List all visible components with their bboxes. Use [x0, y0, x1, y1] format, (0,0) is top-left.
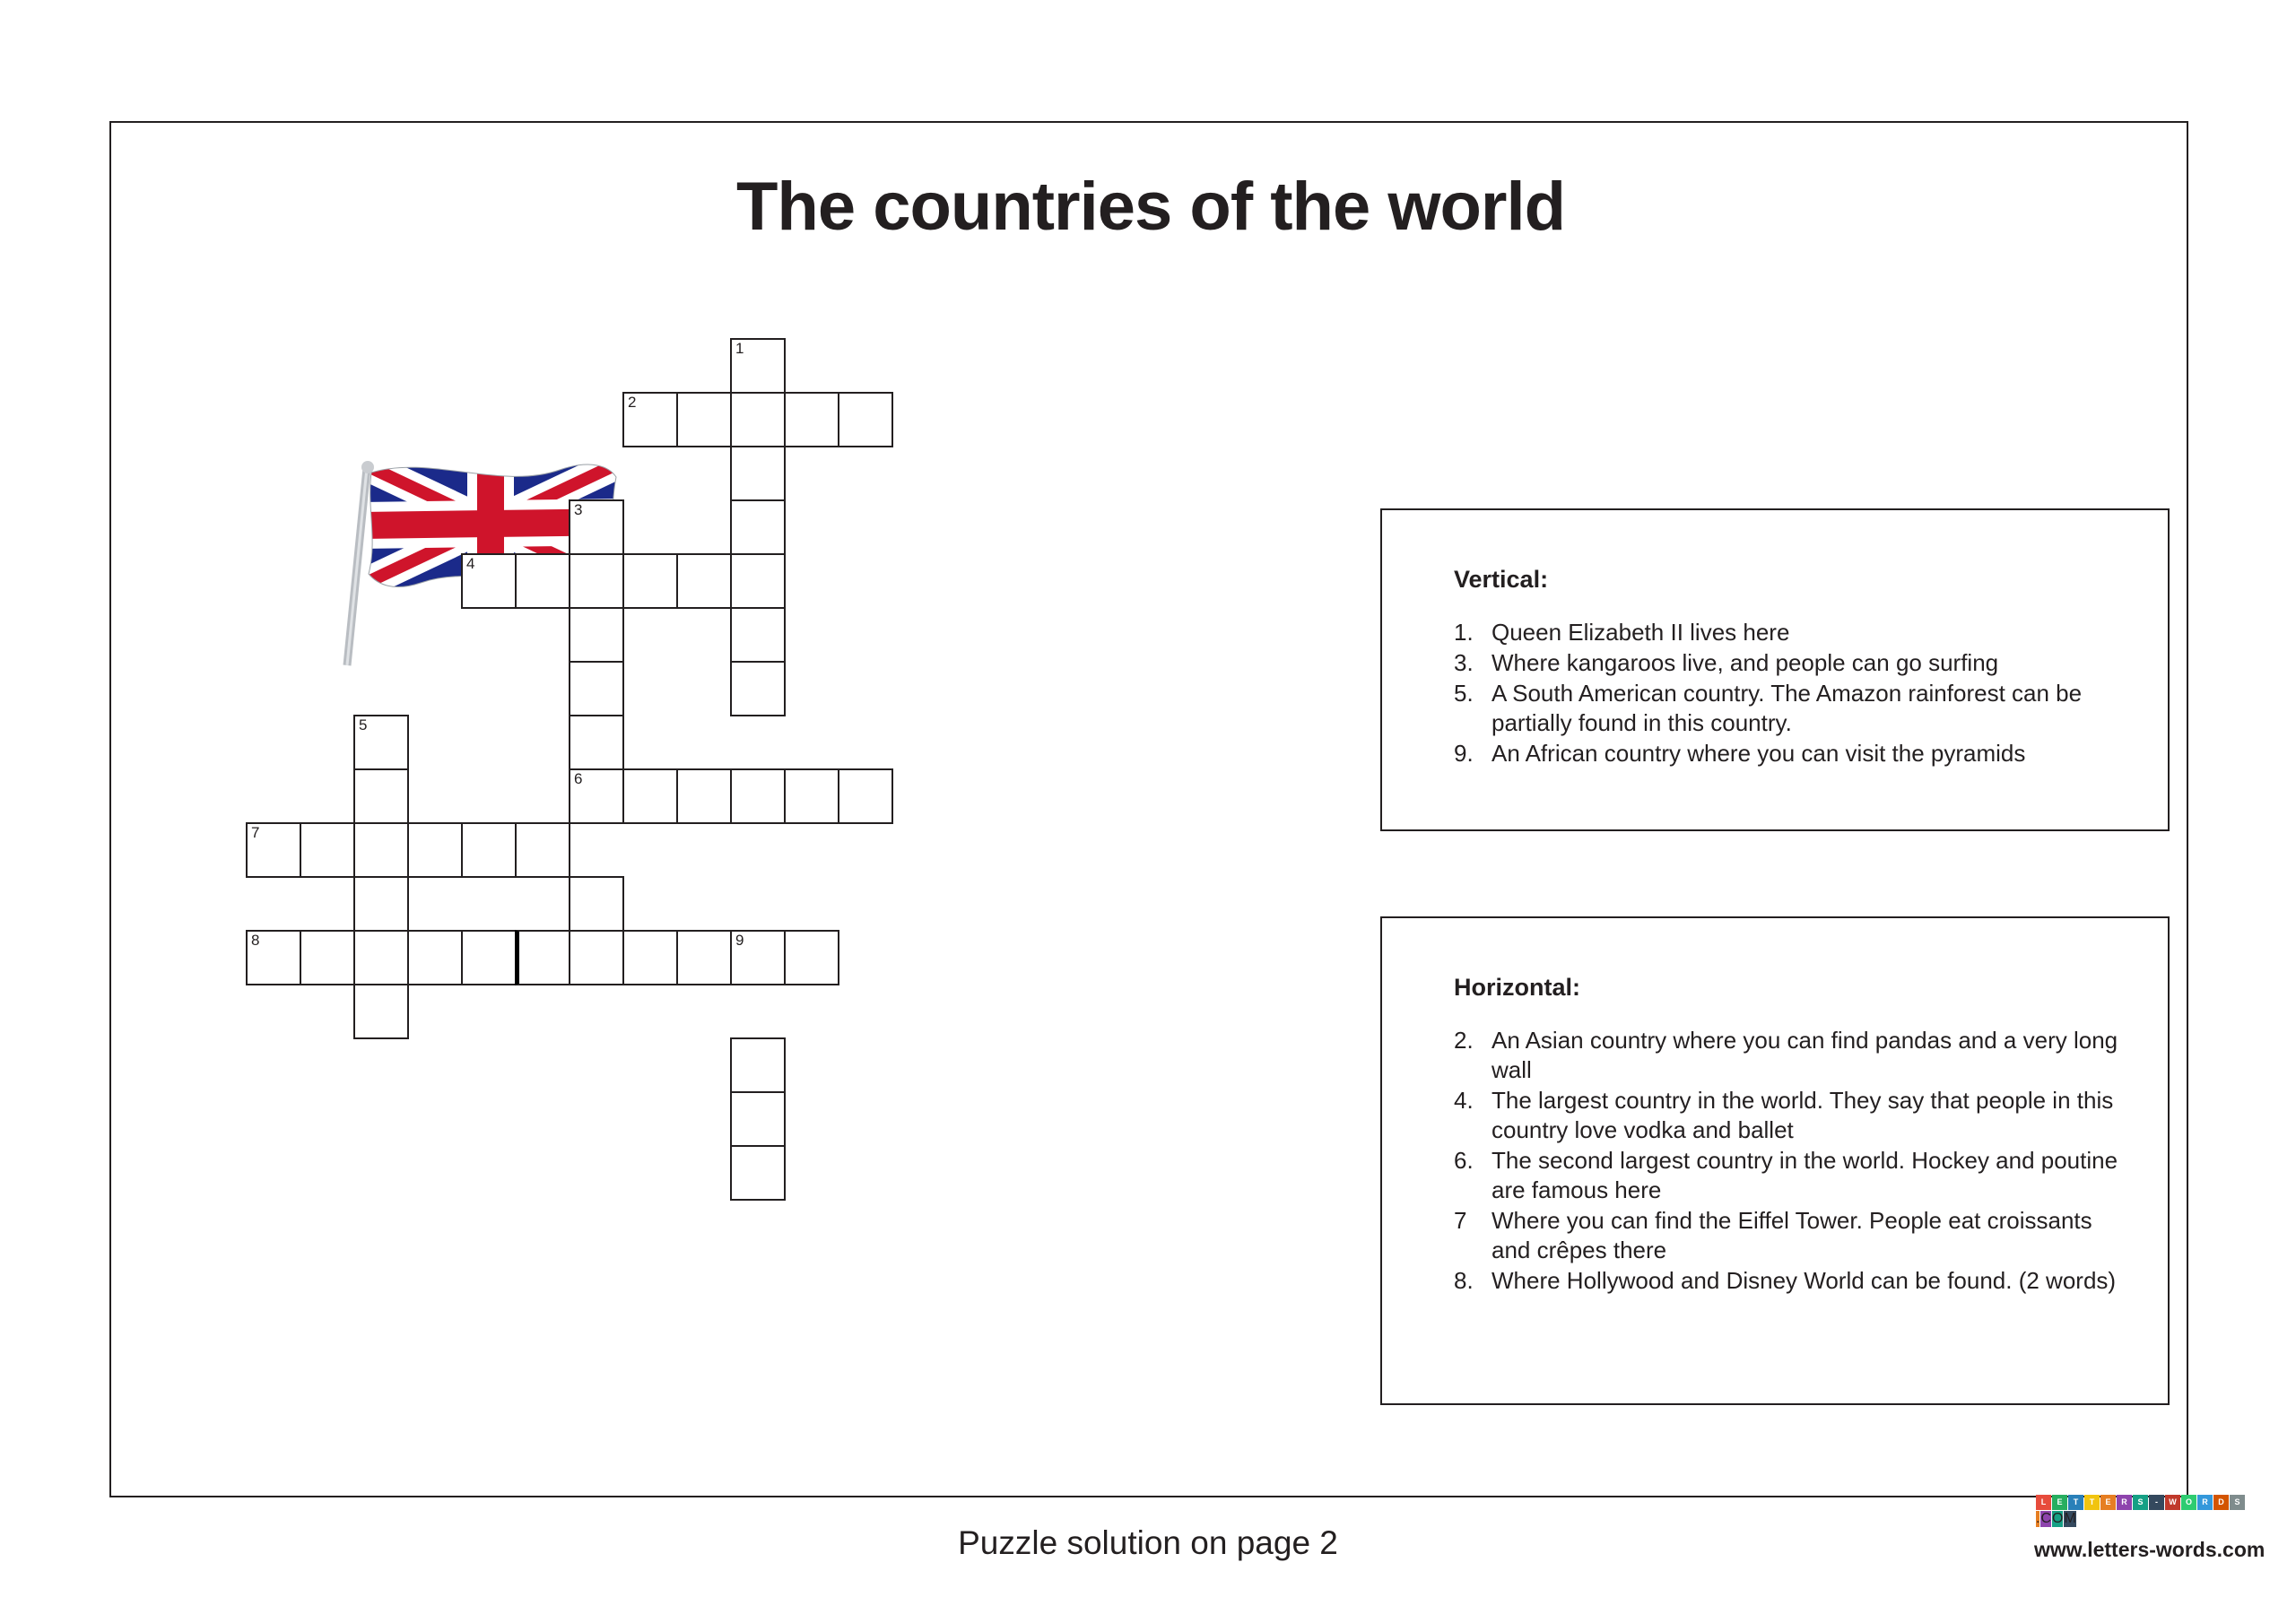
site-url[interactable]: www.letters-words.com: [2034, 1538, 2266, 1561]
crossword-cell[interactable]: [569, 499, 624, 555]
crossword-cell[interactable]: [676, 553, 732, 609]
crossword-cell-number: 4: [466, 555, 475, 572]
clue-number: 9.: [1454, 740, 1474, 767]
crossword-cell[interactable]: [300, 822, 355, 878]
crossword-cell[interactable]: [300, 930, 355, 985]
crossword-cell-number: 1: [735, 340, 744, 357]
crossword-cell[interactable]: [461, 930, 517, 985]
logo-tile: S: [2230, 1495, 2245, 1510]
clue-item: [1454, 1086, 2135, 1145]
logo-tile: R: [2197, 1495, 2213, 1510]
crossword-cell-number: 7: [251, 824, 260, 841]
logo-tile: T: [2084, 1495, 2100, 1510]
crossword-cell[interactable]: [730, 1145, 786, 1201]
horizontal-clues-box: [1380, 916, 2170, 1405]
logo-tile: D: [2213, 1495, 2229, 1510]
clue-item: [1454, 648, 2135, 678]
clue-text: Where Hollywood and Disney World can be found. (2 words): [1492, 1267, 2117, 1294]
clue-item: [1454, 1266, 2135, 1296]
crossword-cell[interactable]: [838, 768, 893, 824]
crossword-cell[interactable]: [353, 930, 409, 985]
crossword-cell-number: 2: [628, 394, 637, 411]
crossword-cell[interactable]: [730, 1037, 786, 1093]
crossword-cell[interactable]: [730, 930, 786, 985]
crossword-cell[interactable]: [515, 553, 570, 609]
crossword-cell[interactable]: [353, 984, 409, 1039]
clue-item: [1454, 618, 2135, 647]
crossword-cell[interactable]: [569, 715, 624, 770]
clue-number: 8.: [1454, 1267, 1474, 1294]
clue-item: [1454, 739, 2135, 768]
horizontal-clue-list: [1454, 1026, 2135, 1297]
crossword-cell[interactable]: [515, 822, 570, 878]
crossword-cell[interactable]: [569, 553, 624, 609]
crossword-cell[interactable]: [784, 768, 839, 824]
crossword-cell-number: 5: [359, 716, 368, 733]
clue-number: 5.: [1454, 680, 1474, 707]
clue-text: An African country where you can visit the pyramids: [1492, 740, 2026, 767]
crossword-cell-number: 6: [574, 770, 583, 787]
clue-number: 1.: [1454, 619, 1474, 646]
logo-tile: .: [2036, 1511, 2040, 1526]
logo-tile: R: [2117, 1495, 2132, 1510]
crossword-cell[interactable]: [353, 715, 409, 770]
footer-note: Puzzle solution on page 2: [958, 1524, 1338, 1561]
clue-item: [1454, 1146, 2135, 1205]
crossword-cell[interactable]: [246, 930, 301, 985]
crossword-cell[interactable]: [569, 930, 624, 985]
horizontal-clues-heading: Horizontal:: [1454, 974, 1580, 1001]
clue-number: 4.: [1454, 1087, 1474, 1114]
clue-text: A South American country. The Amazon rainforest can be partially found in this country.: [1492, 680, 2083, 736]
vertical-clues-heading: Vertical:: [1454, 566, 1549, 593]
logo-tile: -: [2149, 1495, 2164, 1510]
clue-text: The largest country in the world. They say that people in this country love vodka and ballet: [1492, 1087, 2114, 1143]
clue-text: Where kangaroos live, and people can go surfing: [1492, 649, 1999, 676]
crossword-cell[interactable]: [569, 768, 624, 824]
clue-item: [1454, 1206, 2135, 1265]
crossword-cell[interactable]: [730, 446, 786, 501]
crossword-cell[interactable]: [730, 607, 786, 663]
clue-item: [1454, 679, 2135, 738]
logo-tile: E: [2100, 1495, 2116, 1510]
logo-tile: C: [2040, 1511, 2052, 1526]
logo-tile: O: [2052, 1511, 2064, 1526]
crossword-cell[interactable]: [569, 876, 624, 932]
crossword-cell-number: 9: [735, 932, 744, 949]
logo-tile: S: [2133, 1495, 2148, 1510]
logo-tile: L: [2036, 1495, 2051, 1510]
crossword-cell[interactable]: [353, 822, 409, 878]
crossword-cell[interactable]: [730, 661, 786, 716]
crossword-cell[interactable]: [730, 499, 786, 555]
clue-number: 7: [1454, 1207, 1467, 1234]
crossword-cell-number: 8: [251, 932, 260, 949]
crossword-cell[interactable]: [730, 768, 786, 824]
logo-tile: T: [2068, 1495, 2083, 1510]
crossword-cell[interactable]: [676, 392, 732, 447]
crossword-grid[interactable]: [246, 338, 1322, 1549]
logo-tile: E: [2052, 1495, 2067, 1510]
crossword-cell[interactable]: [784, 392, 839, 447]
clue-text: Where you can find the Eiffel Tower. People eat croissants and crêpes there: [1492, 1207, 2092, 1263]
clue-number: 6.: [1454, 1147, 1474, 1174]
logo-tile: W: [2165, 1495, 2180, 1510]
clue-text: The second largest country in the world. Hockey and poutine are famous here: [1492, 1147, 2118, 1203]
crossword-cell[interactable]: [353, 768, 409, 824]
crossword-cell[interactable]: [353, 876, 409, 932]
crossword-cell[interactable]: [784, 930, 839, 985]
crossword-cell[interactable]: [730, 392, 786, 447]
crossword-cell[interactable]: [569, 661, 624, 716]
clue-text: Queen Elizabeth II lives here: [1492, 619, 1790, 646]
logo-tile: O: [2181, 1495, 2196, 1510]
crossword-cell[interactable]: [569, 607, 624, 663]
crossword-cell[interactable]: [676, 768, 732, 824]
clue-number: 3.: [1454, 649, 1474, 676]
crossword-cell[interactable]: [622, 930, 678, 985]
vertical-clue-list: [1454, 618, 2135, 769]
crossword-cell[interactable]: [407, 822, 463, 878]
crossword-cell[interactable]: [622, 392, 678, 447]
vertical-clues-box: [1380, 508, 2170, 831]
crossword-cell[interactable]: [515, 930, 570, 985]
crossword-cell[interactable]: [461, 553, 517, 609]
clue-text: An Asian country where you can find pandas and a very long wall: [1492, 1027, 2118, 1083]
crossword-cell[interactable]: [407, 930, 463, 985]
crossword-cell[interactable]: [730, 1091, 786, 1147]
clue-item: [1454, 1026, 2135, 1085]
crossword-cell[interactable]: [730, 553, 786, 609]
crossword-cell[interactable]: [461, 822, 517, 878]
crossword-cell[interactable]: [838, 392, 893, 447]
page-title: The countries of the world: [735, 169, 1566, 245]
crossword-cell[interactable]: [622, 768, 678, 824]
logo-tile: M: [2064, 1511, 2076, 1526]
crossword-cell[interactable]: [622, 553, 678, 609]
logo-tiles-row1: [2036, 1495, 2277, 1510]
crossword-cell-number: 3: [574, 501, 583, 518]
crossword-cell[interactable]: [730, 338, 786, 394]
crossword-cell[interactable]: [676, 930, 732, 985]
crossword-cell[interactable]: [246, 822, 301, 878]
clue-number: 2.: [1454, 1027, 1474, 1054]
